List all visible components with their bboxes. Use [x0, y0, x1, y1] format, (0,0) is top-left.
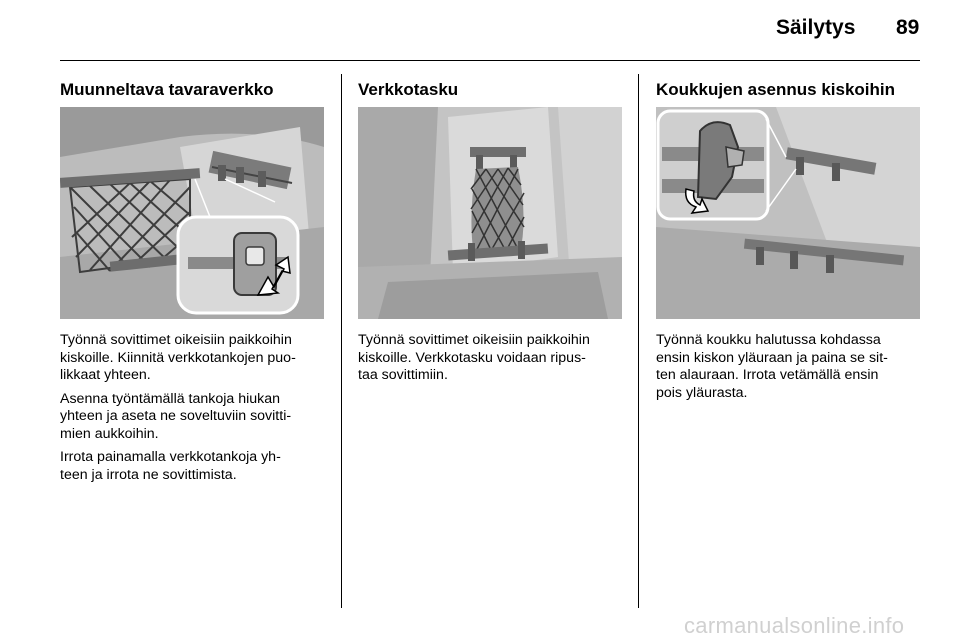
- column-heading: Koukkujen asennus kiskoihin: [656, 80, 896, 99]
- header-page-number: 89: [896, 16, 920, 39]
- column-heading: Verkkotasku: [358, 80, 459, 99]
- net-pocket-illustration: [358, 107, 622, 319]
- footer-watermark: carmanualsonline.info: [684, 613, 905, 638]
- header-rule: [60, 60, 920, 61]
- column-hook-mounting: [656, 80, 920, 408]
- column-cargo-net: [60, 80, 324, 490]
- paragraph: Asenna työntämällä tankoja hiukan yhteen ja aseta ne soveltuviin sovitti- mien aukkoihin.: [60, 390, 292, 442]
- column-divider-2: [638, 74, 639, 608]
- paragraph: Työnnä sovittimet oikeisiin paikkoihin kiskoille. Verkkotasku voidaan ripus- taa sovittimiin.: [358, 332, 590, 383]
- cargo-net-illustration: [60, 107, 324, 319]
- column-divider-1: [341, 74, 342, 608]
- column-net-pocket: [358, 80, 622, 391]
- hook-mounting-illustration: [656, 107, 920, 319]
- column-heading: Muunneltava tavaraverkko: [60, 80, 274, 99]
- paragraph: Työnnä koukku halutussa kohdassa ensin kiskon yläuraan ja paina se sit- ten alauraan. Irrota vetämällä ensin pois yläurasta.: [656, 332, 888, 401]
- paragraph: Työnnä sovittimet oikeisiin paikkoihin kiskoille. Kiinnitä verkkotankojen puo- likkaat yhteen.: [60, 332, 296, 383]
- paragraph: Irrota painamalla verkkotankoja yh- teen ja irrota ne sovittimista.: [60, 449, 281, 483]
- header-section-title: Säilytys: [776, 16, 856, 39]
